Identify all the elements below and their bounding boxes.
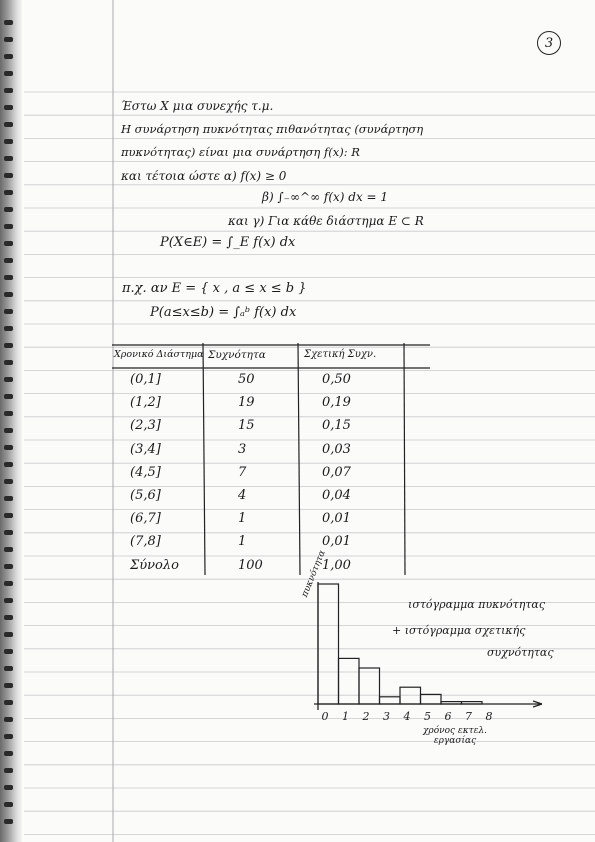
table-cell-frequency: 1 (238, 511, 247, 527)
table-cell-interval: (3,4] (130, 441, 161, 457)
binding-hole (4, 598, 13, 603)
binding-hole (4, 207, 13, 212)
binding-hole (4, 513, 13, 518)
table-cell-relative: 0,19 (322, 395, 351, 411)
binding-hole (4, 530, 13, 535)
binding-hole (4, 785, 13, 790)
histogram-bar (462, 702, 483, 704)
histogram-bar (339, 658, 360, 704)
binding-hole (4, 496, 13, 501)
table-cell-interval: (6,7] (130, 511, 161, 527)
table-cell-interval: (5,6] (130, 488, 161, 503)
table-cell-relative: 0,03 (322, 441, 351, 457)
table-cell-frequency: 15 (238, 418, 255, 434)
x-tick-label: 8 (485, 710, 493, 723)
binding-hole (4, 20, 13, 25)
binding-hole (4, 173, 13, 178)
table-header-relative: Σχετική Συχν. (304, 349, 377, 360)
binding-hole (4, 71, 13, 76)
binding-hole (4, 751, 13, 756)
binding-hole (4, 666, 13, 671)
table-header-interval: Χρονικό Διάστημα (114, 349, 204, 360)
x-tick-label: 4 (403, 710, 411, 723)
binding-hole (4, 734, 13, 739)
note-line-1: Έστω X μια συνεχής τ.μ. (121, 99, 274, 113)
binding-hole (4, 275, 13, 280)
table-cell-relative: 0,15 (322, 418, 351, 434)
histogram-bar (421, 694, 442, 704)
table-cell-frequency: 100 (238, 557, 263, 573)
note-line-6: και γ) Για κάθε διάστημα E ⊂ R (228, 214, 424, 228)
x-tick-label: 3 (383, 710, 390, 723)
histogram-bar (400, 687, 421, 704)
x-tick-label: 6 (444, 710, 452, 723)
binding-hole (4, 343, 13, 348)
table-cell-frequency: 1 (238, 534, 247, 550)
binding-hole (4, 632, 13, 637)
binding-hole (4, 564, 13, 569)
binding-hole (4, 156, 13, 161)
binding-hole (4, 445, 13, 450)
table-cell-frequency: 7 (238, 464, 247, 480)
table-cell-interval: (7,8] (130, 534, 161, 550)
chart-legend-line-1: ιστόγραμμα πυκνότητας (408, 598, 546, 611)
binding-hole (4, 37, 13, 42)
table-cell-interval: (4,5] (130, 464, 161, 480)
binding-hole (4, 241, 13, 246)
table-cell-frequency: 50 (238, 372, 255, 387)
binding-hole (4, 394, 13, 399)
binding-hole (4, 105, 13, 110)
binding-hole (4, 258, 13, 263)
binding-hole (4, 54, 13, 59)
chart-legend-line-2: + ιστόγραμμα σχετικής (392, 624, 526, 637)
table-cell-relative: 1,00 (322, 557, 351, 573)
chart-legend-line-3: συχνότητας (487, 646, 554, 659)
binding-hole (4, 224, 13, 229)
binding-hole (4, 411, 13, 416)
binding-hole (4, 428, 13, 433)
binding-hole (4, 292, 13, 297)
table-cell-frequency: 4 (238, 488, 247, 503)
page-number: 3 (537, 31, 561, 55)
binding-hole (4, 139, 13, 144)
binding-hole (4, 700, 13, 705)
x-tick-label: 7 (465, 710, 472, 723)
x-tick-label: 2 (362, 710, 370, 723)
x-tick-label: 1 (342, 710, 349, 723)
x-tick-label: 5 (424, 710, 431, 723)
binding-hole (4, 479, 13, 484)
table-cell-interval: Σύνολο (130, 557, 179, 573)
note-line-9: P(a≤x≤b) = ∫ₐᵇ f(x) dx (150, 305, 297, 320)
note-line-4: και τέτοια ώστε α) f(x) ≥ 0 (121, 169, 287, 183)
binding-hole (4, 683, 13, 688)
note-line-8: π.χ. αν E = { x , a ≤ x ≤ b } (122, 281, 307, 296)
x-tick-label: 0 (321, 710, 329, 723)
binding-hole (4, 88, 13, 93)
binding-hole (4, 768, 13, 773)
binding-hole (4, 547, 13, 552)
binding-hole (4, 309, 13, 314)
binding-hole (4, 717, 13, 722)
chart-ylabel: πυκνότητα (300, 549, 328, 599)
note-line-7: P(X∈E) = ∫_E f(x) dx (160, 235, 296, 250)
binding-hole (4, 802, 13, 807)
binding-hole (4, 819, 13, 824)
table-cell-interval: (1,2] (130, 395, 161, 411)
table-cell-frequency: 3 (238, 441, 247, 457)
table-cell-relative: 0,01 (322, 534, 351, 550)
binding-hole (4, 462, 13, 467)
histogram-bar (318, 584, 339, 704)
table-cell-frequency: 19 (238, 395, 255, 411)
binding-hole (4, 615, 13, 620)
table-cell-interval: (2,3] (130, 418, 161, 434)
binding-hole (4, 377, 13, 382)
binding-hole (4, 649, 13, 654)
table-cell-relative: 0,04 (322, 488, 351, 503)
binding-hole (4, 190, 13, 195)
table-cell-relative: 0,50 (322, 372, 351, 387)
histogram-bar (359, 668, 380, 704)
note-line-2: Η συνάρτηση πυκνότητας πιθανότητας (συνάρτηση (121, 122, 424, 136)
binding-hole (4, 360, 13, 365)
histogram-bar (380, 697, 401, 704)
note-line-3: πυκνότητας) είναι μια συνάρτηση f(x): R (121, 145, 360, 159)
histogram-bar (441, 702, 462, 704)
binding-hole (4, 326, 13, 331)
chart-xlabel: χρόνος εκτελ. εργασίας (422, 726, 488, 746)
binding-hole (4, 122, 13, 127)
binding-hole (4, 581, 13, 586)
table-cell-relative: 0,07 (322, 464, 351, 480)
note-line-5: β) ∫₋∞^∞ f(x) dx = 1 (262, 190, 389, 204)
table-cell-relative: 0,01 (322, 511, 351, 527)
table-header-frequency: Συχνότητα (208, 349, 266, 361)
table-cell-interval: (0,1] (130, 372, 161, 387)
